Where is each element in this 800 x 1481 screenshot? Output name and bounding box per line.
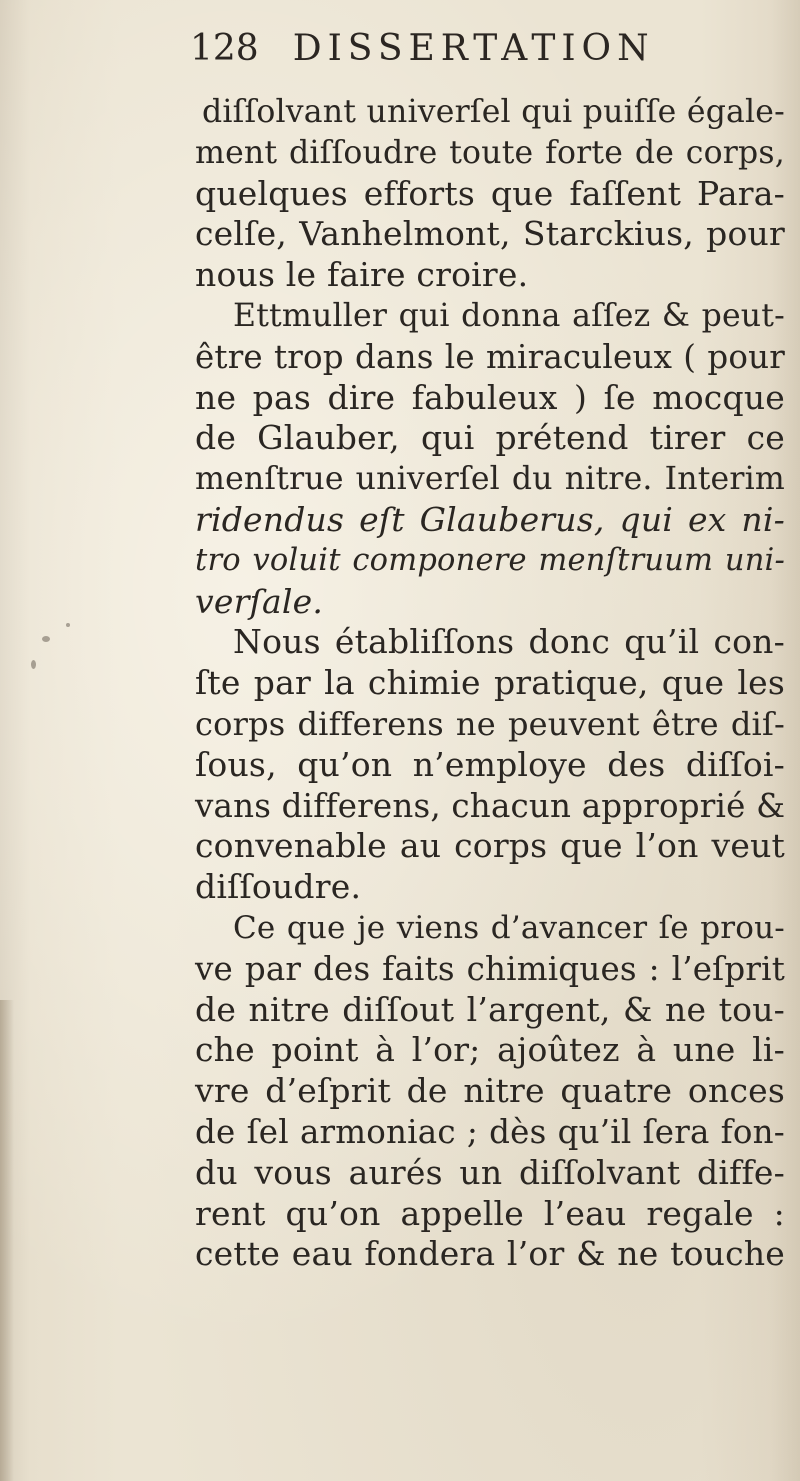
text-line: nous le faire croire. [195,255,529,295]
text-line: Ettmuller qui donna aſſez & peut- [233,297,785,334]
text-line: diſſoudre. [195,867,362,907]
text-line: être trop dans le miraculeux ( pour [195,337,785,376]
binding-edge [0,1000,14,1481]
text-line: ve par des faits chimiques : l’eſprit [195,949,785,988]
page-header [190,28,655,88]
text-line: corps differens ne peuvent être diſ- [195,704,785,743]
text-line: quelques efforts que faſſent Para- [195,173,785,213]
text-line: ridendus eſt Glauberus, qui ex ni- [195,499,785,539]
text-line: tro voluit componere menſtruum uni- [195,542,785,578]
ink-speck [31,660,36,669]
text-line: ne pas dire fabuleux ) ſe mocque [195,377,785,417]
running-title: DISSERTATION [292,28,655,69]
text-line: rent qu’on appelle l’eau regale : [195,1193,785,1233]
text-line: che point à l’or; ajoûtez à une li- [195,1030,785,1070]
ink-speck [66,623,70,627]
text-line: convenable au corps que l’on veut [195,826,785,866]
page-number: 128 [190,28,259,69]
text-line: de ſel armoniac ; dès qu’il ſera fon- [195,1112,785,1151]
text-line: menſtrue univerſel du nitre. Interim [195,461,785,498]
text-line: ment diſſoudre toute forte de corps, [195,134,785,171]
text-line: celſe, Vanhelmont, Starckius, pour [195,214,785,254]
text-line: vans differens, chacun approprié & [195,786,786,825]
text-line: Ce que je viens d’avancer ſe prou- [233,909,785,946]
text-line: Nous établiſſons donc qu’il con- [233,622,785,662]
text-line: verſale. [195,581,324,621]
text-line: de Glauber, qui prétend tirer ce [195,418,785,458]
ink-speck [42,636,50,642]
text-line: diſſolvant univerſel qui puiſſe égale- [202,94,785,130]
text-line: du vous aurés un diſſolvant diffe- [195,1152,785,1192]
text-line: ſte par la chimie pratique, que les [195,663,785,703]
text-line: vre d’eſprit de nitre quatre onces [195,1071,785,1111]
text-line: de nitre diſſout l’argent, & ne tou- [195,989,785,1029]
body-text [195,92,785,1275]
text-line: cette eau fondera l’or & ne touche [195,1234,785,1274]
text-line: ſous, qu’on n’employe des diſſoi- [195,744,785,784]
